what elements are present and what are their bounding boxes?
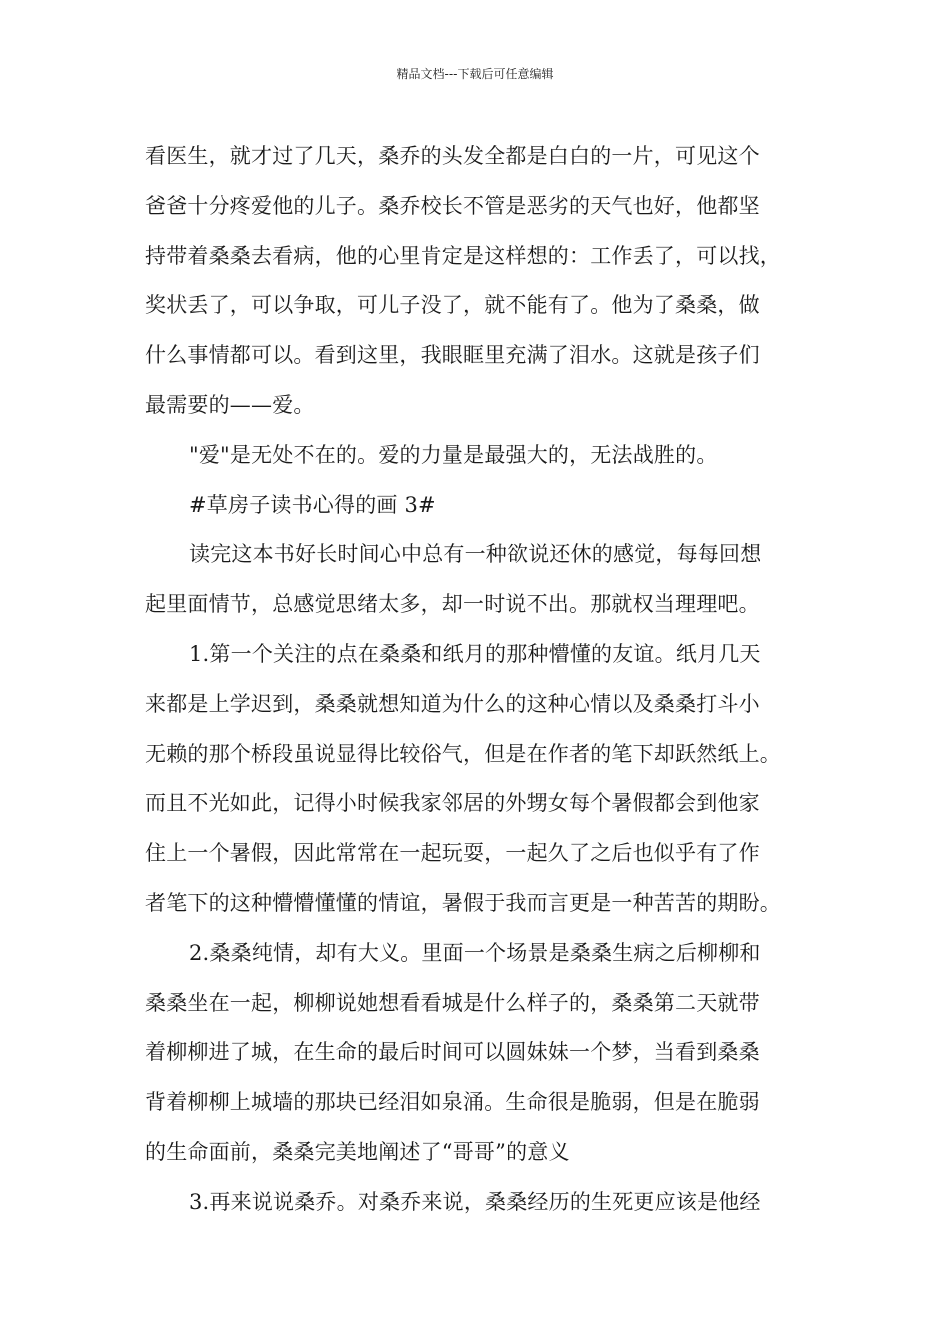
paragraph-5 — [145, 630, 835, 929]
text-line: 而且不光如此，记得小时候我家邻居的外甥女每个暑假都会到他家 — [145, 791, 760, 816]
text-line: 什么事情都可以。看到这里，我眼眶里充满了泪水。这就是孩子们 — [145, 343, 760, 368]
text-line: 奖状丢了，可以争取，可儿子没了，就不能有了。他为了桑桑，做 — [145, 293, 760, 318]
document-body — [145, 132, 835, 1228]
text-line: 3.再来说说桑乔。对桑乔来说，桑桑经历的生死更应该是他经 — [189, 1189, 761, 1214]
paragraph-7 — [145, 1178, 835, 1228]
text-line: 着柳柳进了城，在生命的最后时间可以圆妹妹一个梦，当看到桑桑 — [145, 1040, 760, 1065]
text-line: 持带着桑桑去看病，他的心里肯定是这样想的：工作丢了，可以找， — [145, 243, 781, 268]
page-header: 精品文档---下载后可任意编辑 — [396, 67, 554, 81]
paragraph-1 — [145, 132, 835, 431]
paragraph-4 — [145, 530, 835, 630]
text-line: 者笔下的这种懵懵懂懂的情谊，暑假于我而言更是一种苦苦的期盼。 — [145, 890, 781, 915]
section-heading — [145, 481, 835, 531]
paragraph-6 — [145, 929, 835, 1178]
text-line: 来都是上学迟到，桑桑就想知道为什么的这种心情以及桑桑打斗小 — [145, 691, 760, 716]
text-line: 最需要的——爱。 — [145, 392, 315, 417]
text-line: 读完这本书好长时间心中总有一种欲说还休的感觉，每每回想 — [189, 542, 762, 567]
text-line: 的生命面前，桑桑完美地阐述了“哥哥”的意义 — [145, 1139, 570, 1164]
text-line: 1.第一个关注的点在桑桑和纸月的那种懵懂的友谊。纸月几天 — [189, 641, 761, 666]
text-line: 住上一个暑假，因此常常在一起玩耍，一起久了之后也似乎有了作 — [145, 841, 760, 866]
text-line: "爱"是无处不在的。爱的力量是最强大的，无法战胜的。 — [189, 442, 718, 467]
paragraph-2 — [145, 431, 835, 481]
heading-line: #草房子读书心得的画 3# — [189, 492, 436, 517]
text-line: 爸爸十分疼爱他的儿子。桑乔校长不管是恶劣的天气也好，他都坚 — [145, 193, 760, 218]
text-line: 2.桑桑纯情，却有大义。里面一个场景是桑桑生病之后柳柳和 — [189, 940, 761, 965]
text-line: 无赖的那个桥段虽说显得比较俗气，但是在作者的笔下却跃然纸上。 — [145, 741, 781, 766]
text-line: 起里面情节，总感觉思绪太多，却一时说不出。那就权当理理吧。 — [145, 592, 760, 617]
text-line: 背着柳柳上城墙的那块已经泪如泉涌。生命很是脆弱，但是在脆弱 — [145, 1090, 760, 1115]
text-line: 桑桑坐在一起，柳柳说她想看看城是什么样子的，桑桑第二天就带 — [145, 990, 760, 1015]
text-line: 看医生，就才过了几天，桑乔的头发全都是白白的一片，可见这个 — [145, 144, 760, 168]
